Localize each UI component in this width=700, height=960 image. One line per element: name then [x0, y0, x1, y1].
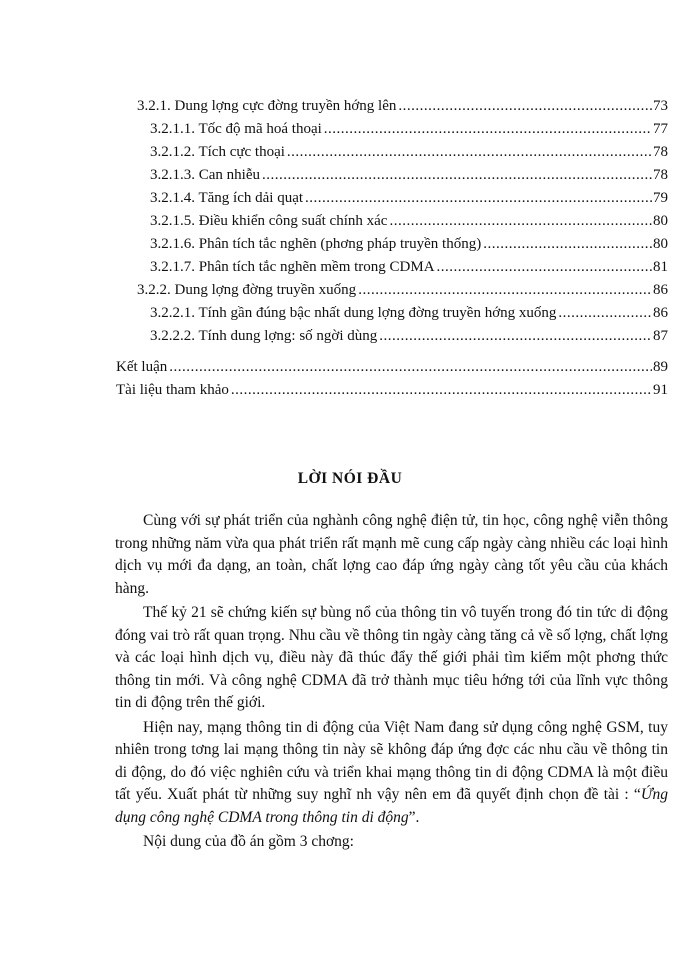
toc-page: 89 — [653, 359, 668, 375]
toc-leader — [389, 210, 652, 232]
intro-body — [115, 510, 668, 856]
toc-leader — [558, 302, 652, 324]
toc-label: 3.2.1.7. Phân tích tắc nghẽn mềm trong CDMA — [150, 259, 435, 275]
toc-label: Kết luận — [116, 359, 168, 375]
toc-label: Tài liệu tham khảo — [116, 382, 229, 398]
toc-leader — [231, 379, 652, 401]
toc-page: 79 — [653, 190, 668, 206]
paragraph: Nội dung của đồ án gồm 3 chơng: — [143, 833, 354, 850]
toc-leader — [169, 356, 652, 378]
toc-entry — [116, 379, 668, 401]
toc-entry — [137, 95, 668, 117]
toc-leader — [437, 256, 652, 278]
toc-leader — [398, 95, 652, 117]
toc-label: 3.2.2.1. Tính gần đúng bậc nhất dung lợng đờng truyền hớng xuống — [150, 305, 557, 321]
toc-page: 78 — [653, 167, 668, 183]
paragraph: Cùng với sự phát triển của nghành công nghệ điện tử, tin học, công nghệ viễn thông trong những năm vừa qua phát triển rất mạnh mẽ cung cấp ngày càng nhiều các loại hình dịch vụ mới đa dạng, an toàn, chất lợng cao đáp ứng ngày càng tốt yêu cầu của khách hàng. — [115, 512, 668, 597]
toc-label: 3.2.1.3. Can nhiễu — [150, 167, 260, 183]
toc-label: 3.2.2. Dung lợng đờng truyền xuống — [137, 282, 357, 298]
toc-label: 3.2.1.1. Tốc độ mã hoá thoại — [150, 121, 322, 137]
thesis-title: Ứng dụng công nghệ CDMA trong thông tin di động — [115, 786, 668, 826]
toc-label: 3.2.1.5. Điều khiển công suất chính xác — [150, 213, 388, 229]
toc-page: 80 — [653, 236, 668, 252]
toc-label: 3.2.1. Dung lợng cực đờng truyền hớng lên — [137, 98, 397, 114]
toc-label: 3.2.1.6. Phân tích tắc nghẽn (phơng pháp truyền thống) — [150, 236, 482, 252]
toc-leader — [262, 164, 652, 186]
toc-leader — [483, 233, 652, 255]
toc-page: 87 — [653, 328, 668, 344]
toc-label: 3.2.1.4. Tăng ích dải quạt — [150, 190, 304, 206]
paragraph: Thế kỷ 21 sẽ chứng kiến sự bùng nổ của thông tin vô tuyến trong đó tin tức di động đóng vai trò rất quan trọng. Nhu cầu về thông tin ngày càng tăng cả về số lợng, chất lợng và các loại hình dịch vụ, điều này đã thúc đẩy thế giới phải tìm kiếm một phơng thức thông tin mới. Và công nghệ CDMA đã trở thành mục tiêu hớng tới của lĩnh vực thông tin di động trên thế giới. — [115, 604, 668, 711]
toc-leader — [287, 141, 652, 163]
toc-leader — [358, 279, 652, 301]
toc-entry — [150, 164, 668, 186]
paragraph-text: Hiện nay, mạng thông tin di động của Việt Nam đang sử dụng công nghệ GSM, tuy nhiên trong tơng lai mạng thông tin này sẽ không đáp ứng đợc các nhu cầu về thông tin di động, do đó việc nghiên cứu và triển khai mạng thông tin di động CDMA là một điều tất yếu. Xuất phát từ những suy nghĩ nh vậy nên em đã quyết định chọn đề tài : “ — [115, 718, 668, 803]
toc-entry — [150, 141, 668, 163]
paragraph-end: ”. — [408, 808, 420, 826]
toc-entry — [150, 187, 668, 209]
toc-page: 77 — [653, 121, 668, 137]
toc-label: 3.2.1.2. Tích cực thoại — [150, 144, 285, 160]
toc-label: 3.2.2.2. Tính dung lợng: số ngời dùng — [150, 328, 378, 344]
toc-entry — [116, 356, 668, 378]
toc-entry — [150, 118, 668, 140]
toc-page: 86 — [653, 282, 668, 298]
toc-entry — [150, 256, 668, 278]
toc-page: 78 — [653, 144, 668, 160]
toc-entry — [150, 302, 668, 324]
toc-page: 73 — [653, 98, 668, 114]
toc-leader — [305, 187, 652, 209]
toc-entry — [150, 233, 668, 255]
section-heading: LỜI NÓI ĐẦU — [297, 470, 403, 487]
paragraph — [115, 717, 668, 830]
toc-page: 80 — [653, 213, 668, 229]
toc-page: 86 — [653, 305, 668, 321]
toc-leader — [324, 118, 652, 140]
toc-entry — [150, 325, 668, 347]
toc-leader — [379, 325, 652, 347]
toc-entry — [150, 210, 668, 232]
toc-entry — [137, 279, 668, 301]
toc-page: 91 — [653, 382, 668, 398]
toc-page: 81 — [653, 259, 668, 275]
